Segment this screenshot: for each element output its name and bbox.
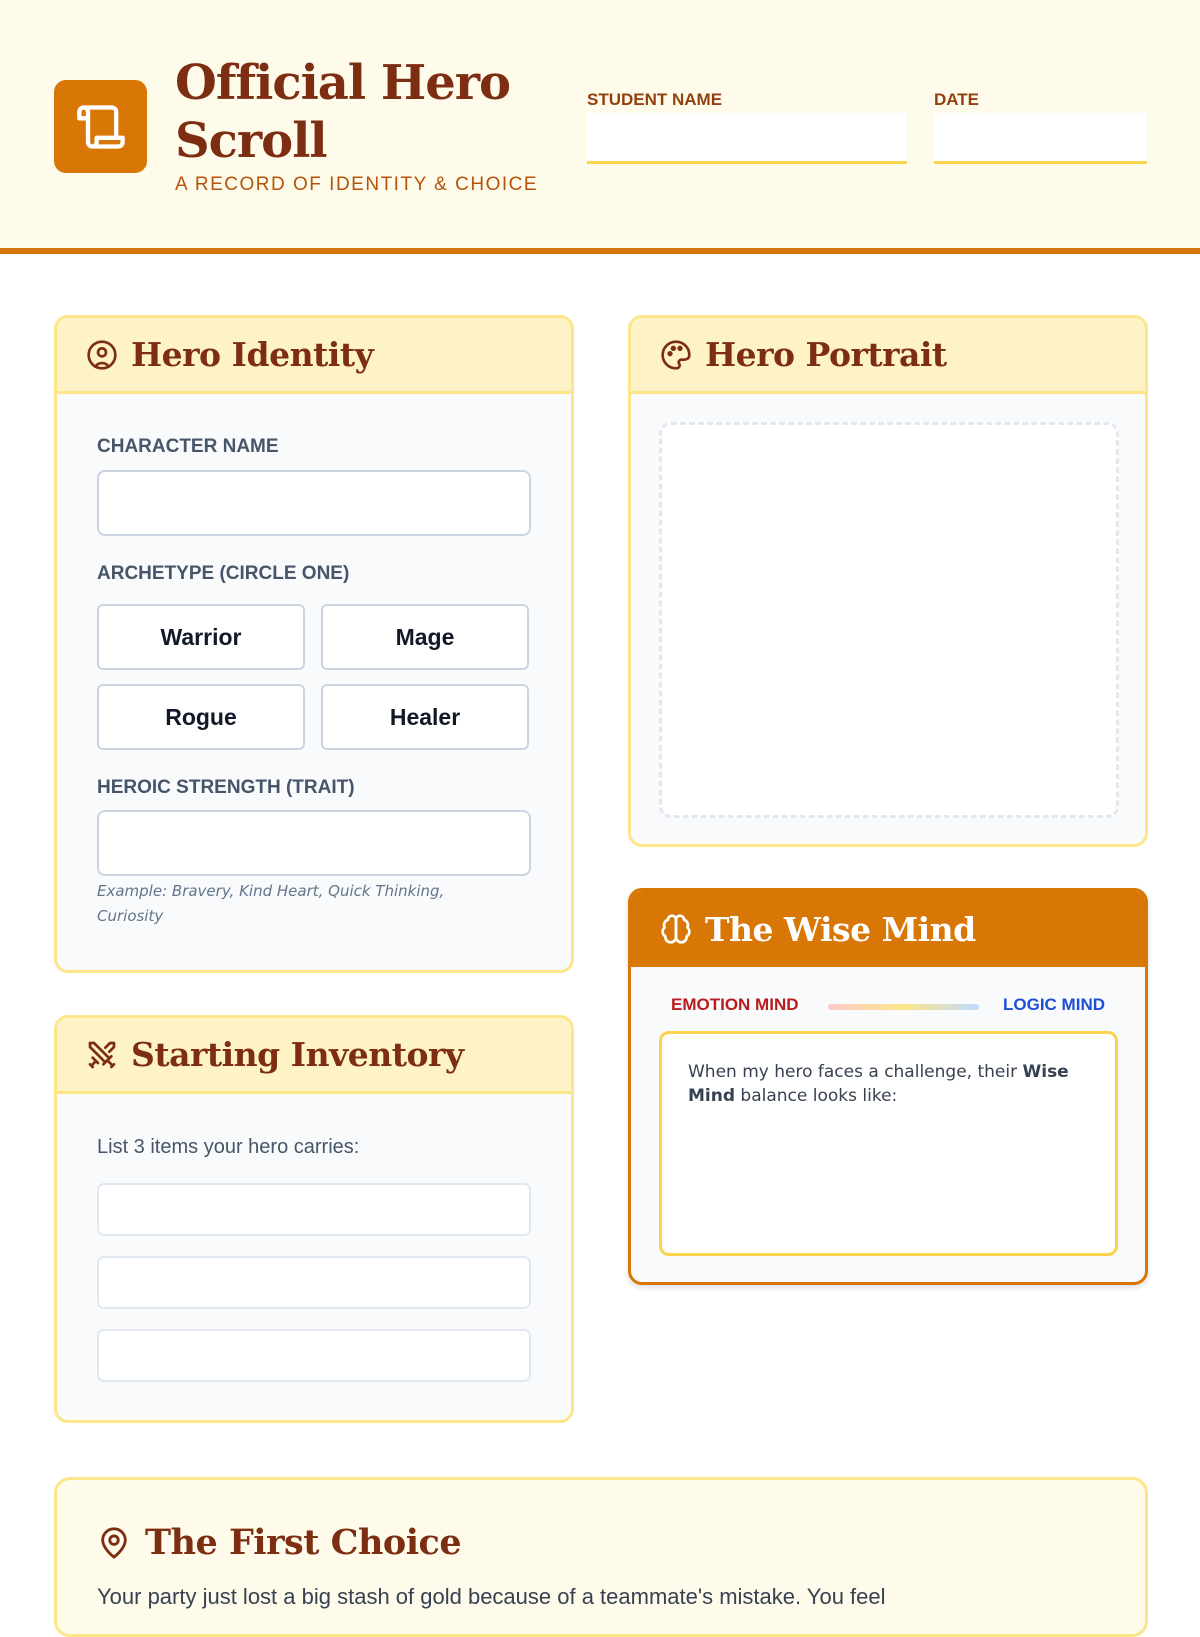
starting-inventory-card [54,1015,574,1423]
date-field[interactable] [934,113,1147,164]
wise-mind-answer-box[interactable] [659,1031,1118,1256]
first-choice-text: Your party just lost a big stash of gold because of a teammate's mistake. You feel [97,1584,886,1609]
scroll-icon [54,80,147,173]
inventory-item-field[interactable] [97,1329,531,1382]
wise-mind-header [631,891,1145,967]
logic-mind-label: LOGIC MIND [1003,995,1105,1014]
hero-portrait-header [631,318,1145,394]
wise-mind-prompt-suffix: balance looks like: [735,1086,898,1106]
date-label: DATE [934,90,980,109]
hero-identity-card [54,315,574,973]
archetype-healer[interactable]: Healer [321,684,529,750]
wise-mind-prompt-prefix: When my hero faces a challenge, their [688,1062,1023,1082]
archetype-warrior[interactable]: Warrior [97,604,305,670]
user-circle-icon [85,338,119,372]
map-pin-icon [97,1526,131,1564]
page-subtitle: A RECORD OF IDENTITY & CHOICE [175,174,539,195]
crossed-swords-icon [85,1038,119,1072]
brain-icon [659,912,693,946]
student-name-field[interactable] [587,113,907,164]
wise-mind-card [628,888,1148,1285]
archetype-label: ARCHETYPE (CIRCLE ONE) [97,563,350,584]
wise-mind-prompt-bold: Wise Mind [688,1062,1069,1106]
heroic-strength-field[interactable] [97,810,531,876]
student-name-label: STUDENT NAME [587,90,723,109]
character-name-label: CHARACTER NAME [97,436,279,457]
inventory-item-field[interactable] [97,1256,531,1309]
first-choice-card [54,1477,1148,1637]
starting-inventory-title: Starting Inventory [131,1035,464,1074]
page-title: Official Hero Scroll [175,55,511,169]
hero-portrait-card [628,315,1148,847]
inventory-item-field[interactable] [97,1183,531,1236]
heroic-strength-label: HEROIC STRENGTH (TRAIT) [97,777,355,798]
hero-identity-title: Hero Identity [131,335,374,374]
wise-mind-title: The Wise Mind [705,909,976,949]
portrait-drawing-area[interactable] [659,422,1119,818]
page-header [0,0,1200,254]
emotion-mind-label: EMOTION MIND [671,995,799,1014]
inventory-instruction: List 3 items your hero carries: [97,1136,360,1158]
mind-balance-scale [828,1004,979,1010]
archetype-rogue[interactable]: Rogue [97,684,305,750]
palette-icon [659,338,693,372]
heroic-strength-hint: Example: Bravery, Kind Heart, Quick Thinking, Curiosity [97,882,445,925]
character-name-field[interactable] [97,470,531,536]
first-choice-title: The First Choice [145,1522,462,1563]
starting-inventory-header [57,1018,571,1094]
archetype-mage[interactable]: Mage [321,604,529,670]
hero-identity-header [57,318,571,394]
hero-portrait-title: Hero Portrait [705,335,947,374]
